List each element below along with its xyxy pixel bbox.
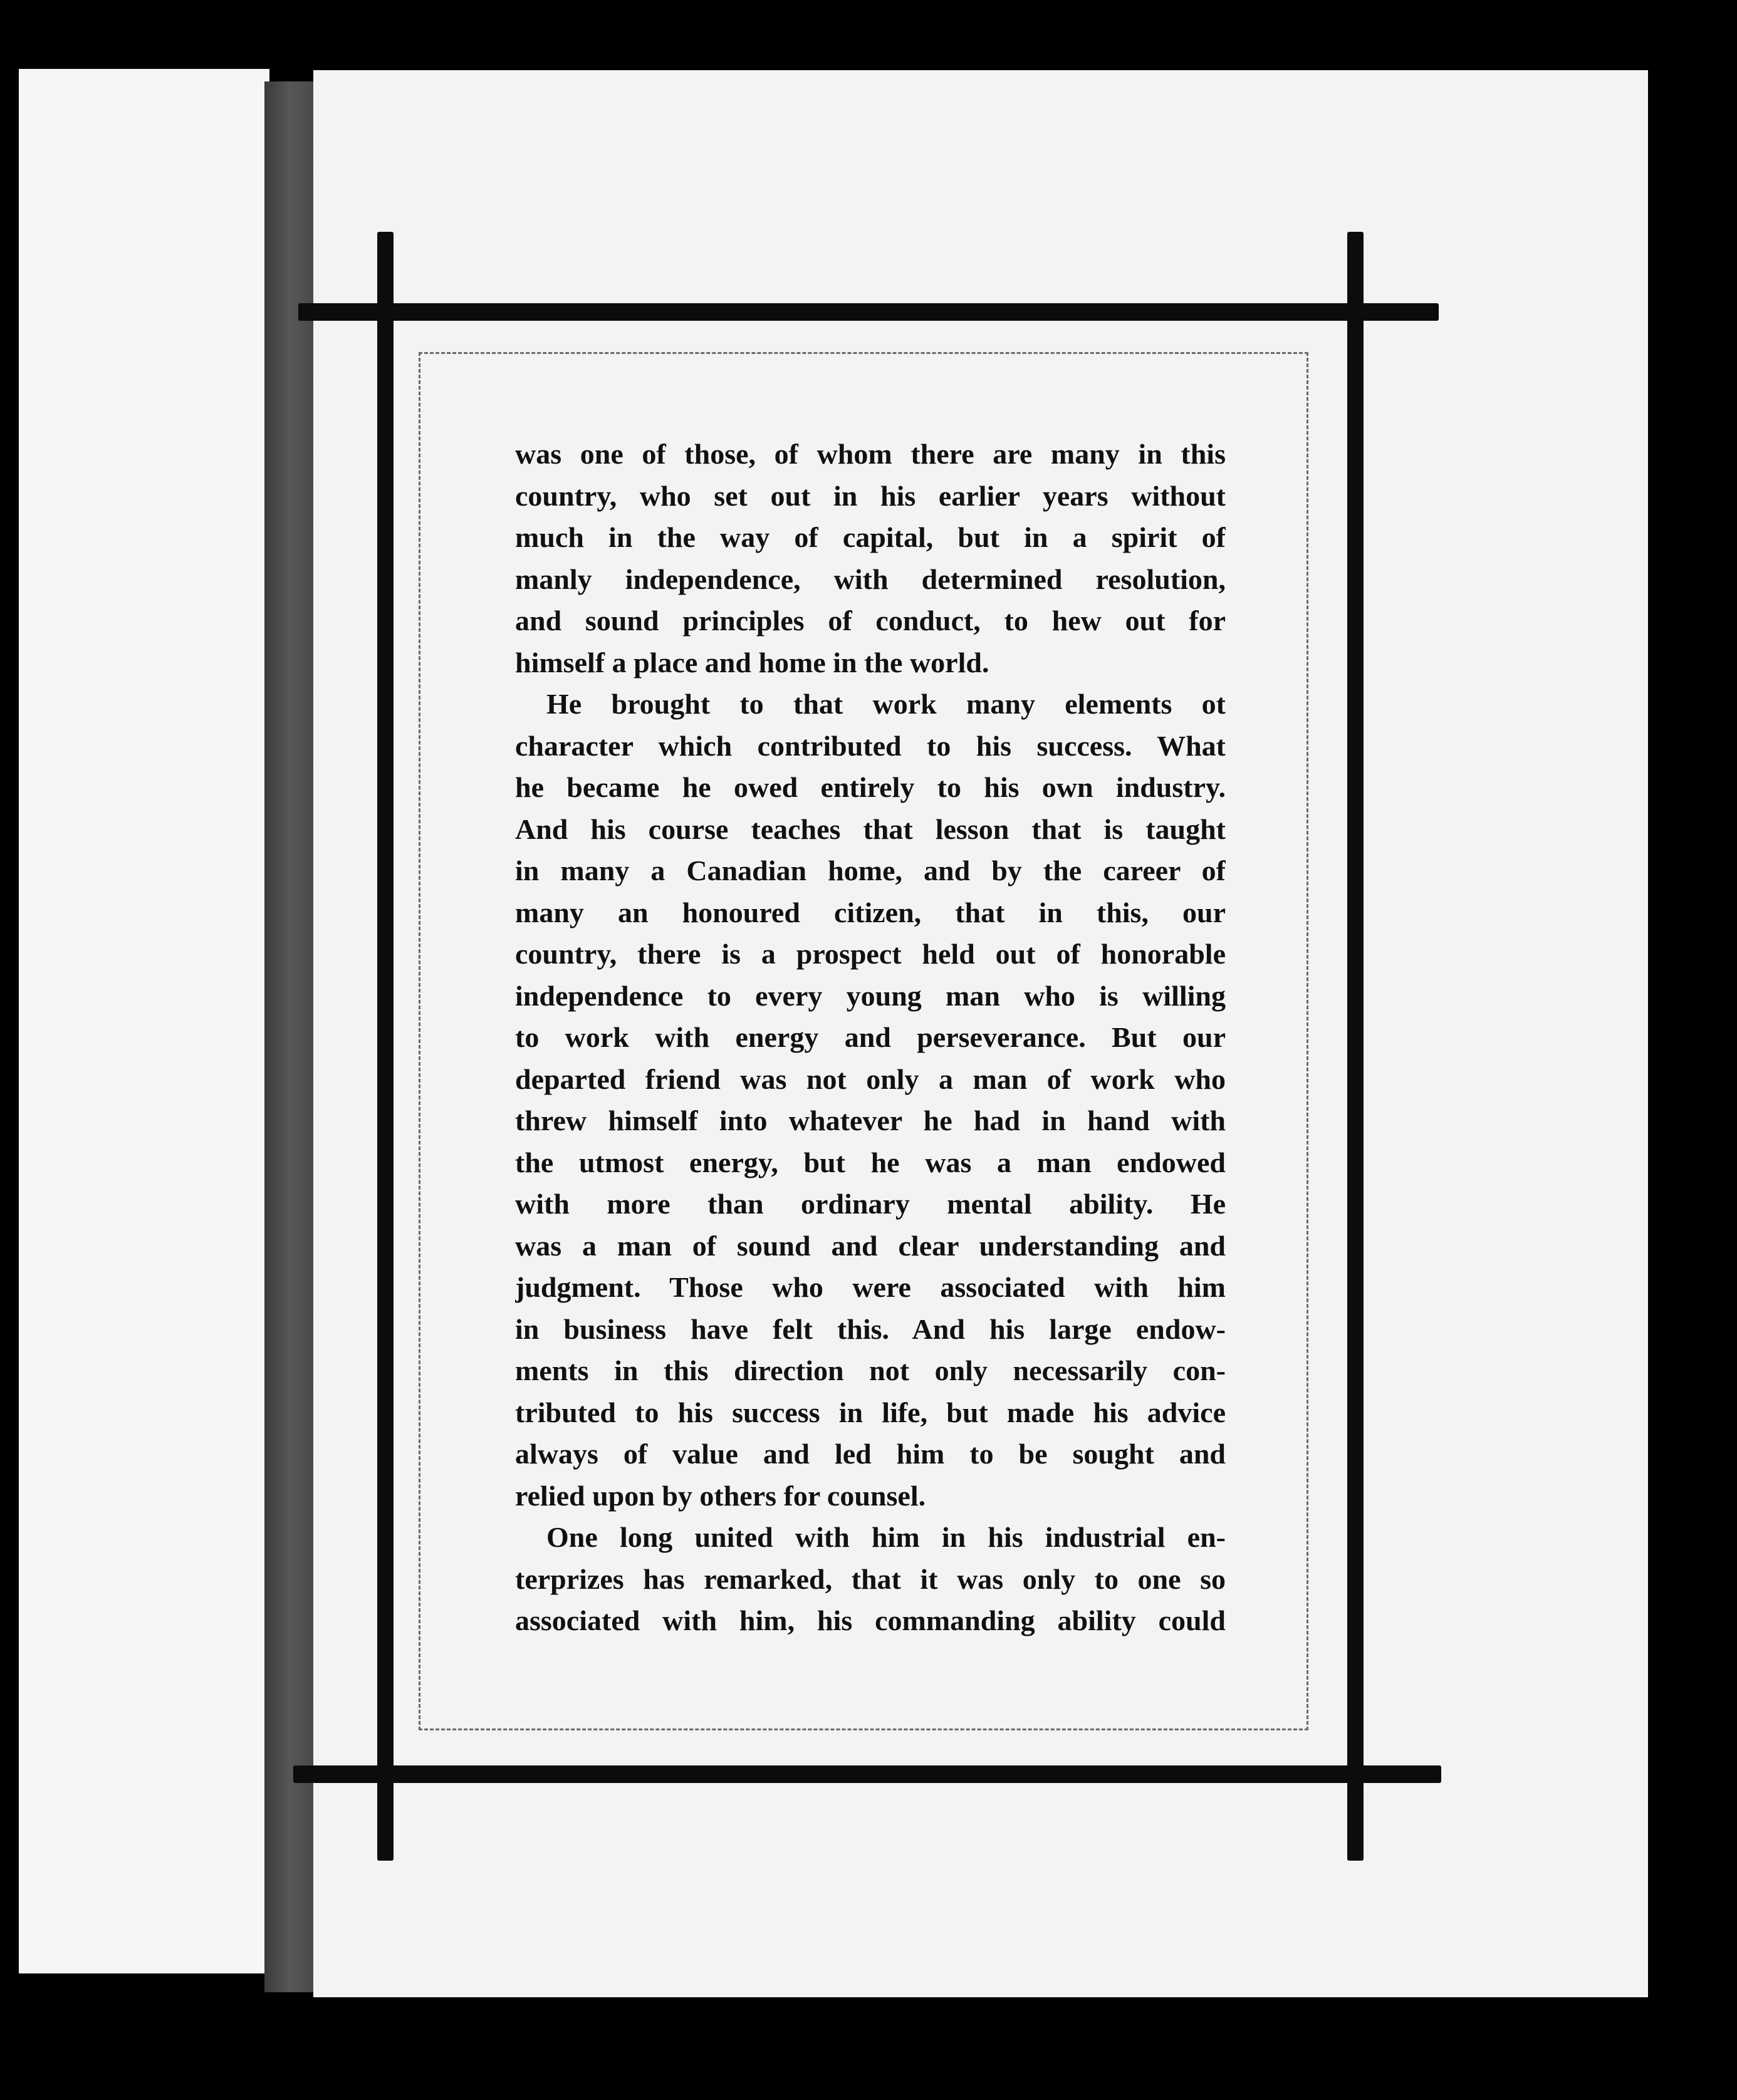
text-line: independence to every young man who is willing bbox=[515, 979, 1226, 1012]
text-line: character which contributed to his success. What bbox=[515, 729, 1226, 762]
text-line: departed friend was not only a man of work who bbox=[515, 1063, 1226, 1095]
text-line: relied upon by others for counsel. bbox=[515, 1479, 926, 1512]
border-rule-bottom bbox=[293, 1765, 1441, 1783]
text-line: tributed to his success in life, but made his advice bbox=[515, 1396, 1226, 1428]
text-line: was one of those, of whom there are many in this bbox=[515, 438, 1226, 470]
text-line: always of value and led him to be sought and bbox=[515, 1438, 1226, 1470]
book-gutter bbox=[264, 81, 321, 1992]
text-line: he became he owed entirely to his own industry. bbox=[515, 771, 1226, 803]
left-page bbox=[19, 69, 269, 1973]
text-line: was a man of sound and clear understanding and bbox=[515, 1229, 1226, 1262]
text-line: threw himself into whatever he had in hand with bbox=[515, 1105, 1226, 1136]
text-line: much in the way of capital, but in a spirit of bbox=[515, 521, 1226, 553]
text-line: associated with him, his commanding ability could bbox=[515, 1604, 1226, 1636]
text-line: He brought to that work many elements ot bbox=[546, 688, 1226, 720]
text-line: in many a Canadian home, and by the career of bbox=[515, 855, 1226, 886]
text-line: ments in this direction not only necessarily con- bbox=[515, 1354, 1226, 1386]
text-line: the utmost energy, but he was a man endowed bbox=[515, 1146, 1226, 1178]
text-line: and sound principles of conduct, to hew out for bbox=[515, 605, 1226, 637]
text-line: One long united with him in his industrial en- bbox=[546, 1521, 1226, 1553]
body-text bbox=[515, 434, 1226, 1642]
text-line: in business have felt this. And his large endow- bbox=[515, 1312, 1226, 1345]
text-line: judgment. Those who were associated with him bbox=[515, 1271, 1226, 1303]
border-rule-left bbox=[377, 232, 394, 1861]
text-line: country, there is a prospect held out of honorable bbox=[515, 938, 1226, 970]
text-line: And his course teaches that lesson that is taught bbox=[515, 813, 1226, 845]
text-line: many an honoured citizen, that in this, our bbox=[515, 896, 1226, 928]
border-rule-top bbox=[298, 303, 1439, 321]
text-line: manly independence, with determined resolution, bbox=[515, 563, 1226, 595]
text-line: terprizes has remarked, that it was only to one so bbox=[515, 1562, 1226, 1595]
text-line: country, who set out in his earlier years without bbox=[515, 479, 1226, 512]
text-line: to work with energy and perseverance. But our bbox=[515, 1021, 1226, 1053]
text-line: himself a place and home in the world. bbox=[515, 646, 989, 678]
text-line: with more than ordinary mental ability. He bbox=[515, 1188, 1226, 1220]
border-rule-right bbox=[1347, 232, 1364, 1861]
